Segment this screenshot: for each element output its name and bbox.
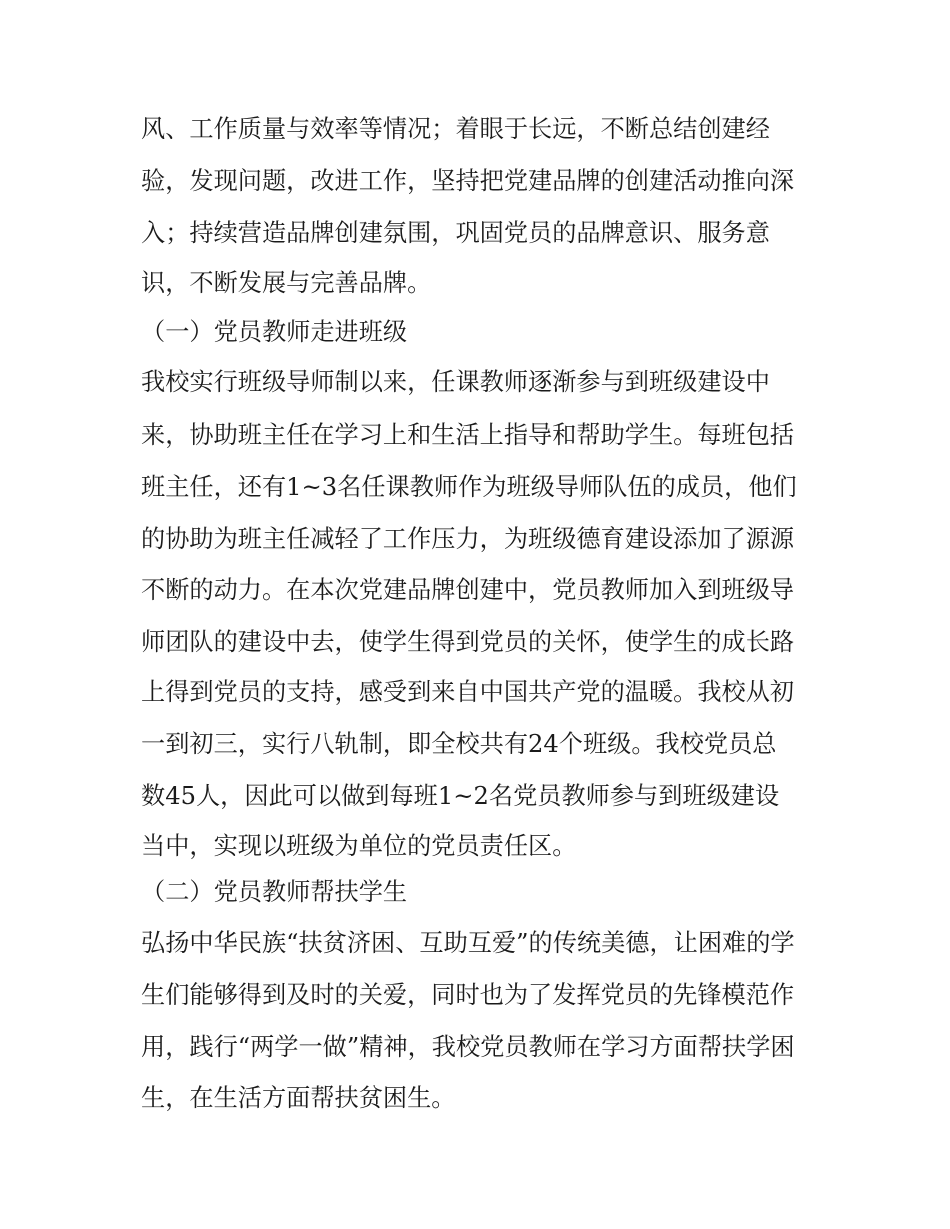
paragraph-line: 数45人，因此可以做到每班1~2名党员教师参与到班级建设 <box>141 782 780 810</box>
paragraph-line: 风、工作质量与效率等情况；着眼于长远，不断总结创建经 <box>141 115 770 143</box>
paragraph-line: 用，践行“两学一做”精神，我校党员教师在学习方面帮扶学困 <box>141 1033 795 1061</box>
paragraph-line: 验，发现问题，改进工作，坚持把党建品牌的创建活动推向深 <box>141 167 795 195</box>
paragraph-line: 当中，实现以班级为单位的党员责任区。 <box>141 832 577 860</box>
section-heading-2: （二）党员教师帮扶学生 <box>141 878 408 906</box>
paragraph-line: 的协助为班主任减轻了工作压力，为班级德育建设添加了源源 <box>141 525 795 553</box>
paragraph-line: 识，不断发展与完善品牌。 <box>141 269 432 297</box>
paragraph-line: 来，协助班主任在学习上和生活上指导和帮助学生。每班包括 <box>141 421 795 449</box>
paragraph-line: 入；持续营造品牌创建氛围，巩固党员的品牌意识、服务意 <box>141 219 770 247</box>
paragraph-line: 生，在生活方面帮扶贫困生。 <box>141 1084 456 1112</box>
paragraph-line: 我校实行班级导师制以来，任课教师逐渐参与到班级建设中 <box>141 368 770 396</box>
paragraph-line: 上得到党员的支持，感受到来自中国共产党的温暖。我校从初 <box>141 678 795 706</box>
paragraph-line: 生们能够得到及时的关爱，同时也为了发挥党员的先锋模范作 <box>141 981 795 1009</box>
paragraph-line: 不断的动力。在本次党建品牌创建中，党员教师加入到班级导 <box>141 576 795 604</box>
section-heading-1: （一）党员教师走进班级 <box>141 318 408 346</box>
paragraph-line: 一到初三，实行八轨制，即全校共有24个班级。我校党员总 <box>141 730 777 758</box>
paragraph-line: 弘扬中华民族“扶贫济困、互助互爱”的传统美德，让困难的学 <box>141 929 795 957</box>
paragraph-line: 师团队的建设中去，使学生得到党员的关怀，使学生的成长路 <box>141 628 795 656</box>
paragraph-line: 班主任，还有1~3名任课教师作为班级导师队伍的成员，他们 <box>141 473 797 501</box>
